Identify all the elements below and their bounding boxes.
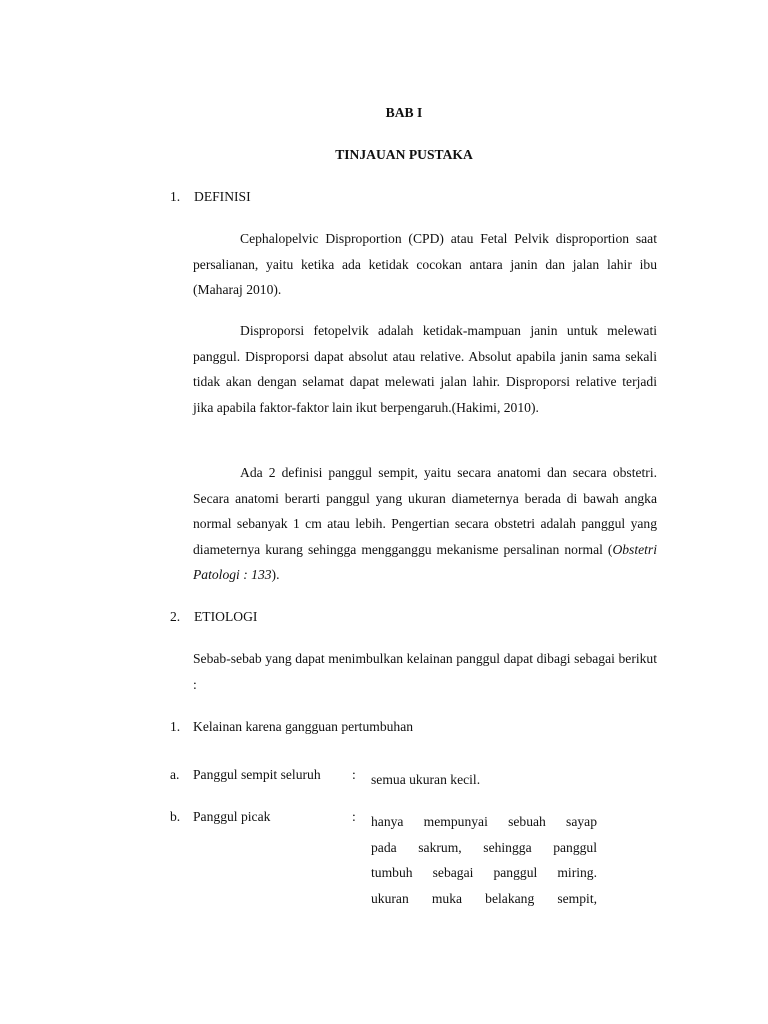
- section-number: 1.: [170, 189, 181, 204]
- definition-term: Panggul picak: [193, 809, 271, 824]
- chapter-label: BAB I: [385, 105, 423, 120]
- paragraph-panggul-sempit: [193, 460, 657, 588]
- definition-colon: :: [352, 767, 356, 782]
- paragraph-text: Ada 2 definisi panggul sempit, yaitu secara anatomi dan secara obstetri. Secara anatomi berarti panggul yang ukuran diameternya berada di bawah angka normal sebanyak 1 cm atau lebih. Pengertian secara obstetri adalah panggul yang diameternya kurang sehingga mengganggu mekanisme persalinan normal (: [193, 465, 657, 557]
- definition-colon: :: [352, 809, 356, 824]
- description-line: pada sakrum, sehingga panggul: [371, 839, 597, 855]
- description-line: semua ukuran kecil.: [371, 772, 481, 787]
- section-title: ETIOLOGI: [194, 609, 258, 624]
- citation-italic: Obstetri Patologi : 133: [193, 541, 657, 582]
- paragraph-text: Disproporsi fetopelvik adalah ketidak-mampuan janin untuk melewati panggul. Disproporsi dapat absolut atau relative. Absolut apabila janin sama sekali tidak akan dengan selamat dapat melewati jalan lahir. Disproporsi relative terjadi jika apabila faktor-faktor lain ikut berpengaruh.(Hakimi, 2010).: [193, 323, 657, 415]
- definition-term: Panggul sempit seluruh: [193, 767, 321, 782]
- paragraph-text: Cephalopelvic Disproportion (CPD) atau Fetal Pelvik disproportion saat persalianan, yaitu ketika ada ketidak cocokan antara janin dan jalan lahir ibu (Maharaj 2010).: [193, 231, 657, 297]
- paragraph-disproporsi: [193, 318, 657, 420]
- list-number: 1.: [170, 719, 181, 734]
- paragraph-text: Sebab-sebab yang dapat menimbulkan kelainan panggul dapat dibagi sebagai berikut :: [193, 651, 657, 692]
- chapter-title: TINJAUAN PUSTAKA: [335, 147, 473, 162]
- list-text: Kelainan karena gangguan pertumbuhan: [193, 719, 414, 734]
- definition-description: [371, 767, 597, 793]
- section-heading-etiologi: [170, 609, 257, 625]
- section-number: 2.: [170, 609, 181, 624]
- description-line: tumbuh sebagai panggul miring.: [371, 865, 597, 880]
- description-line: ukuran muka belakang sempit,: [371, 890, 597, 906]
- citation-end: ).: [271, 567, 280, 582]
- list-item-gangguan-pertumbuhan: [170, 719, 413, 735]
- section-heading-definisi: [170, 189, 251, 205]
- section-title: DEFINISI: [194, 189, 251, 204]
- definition-letter: b.: [170, 809, 181, 824]
- definition-description: [371, 809, 597, 911]
- paragraph-cpd: [193, 226, 657, 303]
- definition-letter: a.: [170, 767, 180, 782]
- paragraph-etiologi-intro: [193, 646, 657, 697]
- description-line: hanya mempunyai sebuah sayap: [371, 814, 597, 829]
